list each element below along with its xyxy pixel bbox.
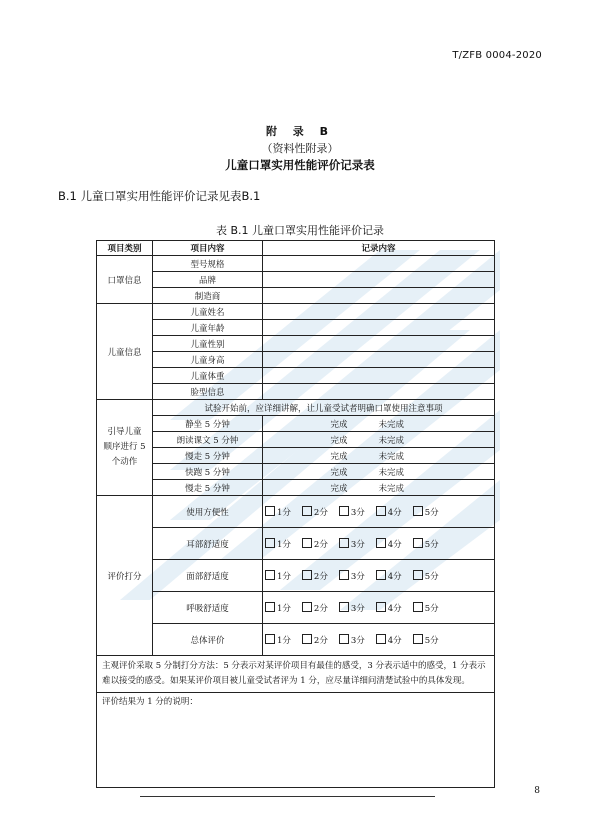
table-row: [97, 592, 495, 624]
table-row: [97, 304, 495, 320]
item-cell: 呼吸舒适度: [153, 592, 263, 624]
header-record: 记录内容: [263, 241, 495, 256]
category-cell: 评价打分: [97, 496, 153, 656]
status-cell[interactable]: [263, 416, 495, 432]
category-cell: 儿童信息: [97, 304, 153, 400]
item-cell: 儿童年龄: [153, 320, 263, 336]
item-cell: 儿童体重: [153, 368, 263, 384]
score-option[interactable]: 3分: [339, 570, 365, 582]
table-row: [97, 320, 495, 336]
table-row: [97, 624, 495, 656]
score-cell: [263, 528, 495, 560]
checkbox-icon[interactable]: [265, 538, 275, 548]
score-cell: [263, 624, 495, 656]
checkbox-icon[interactable]: [302, 570, 312, 580]
appendix-subtitle: （资料性附录）: [261, 142, 339, 155]
table-row: [97, 464, 495, 480]
not-done-option[interactable]: 未完成: [378, 435, 405, 446]
appendix-name: 儿童口罩实用性能评价记录表: [225, 158, 375, 172]
table-row: [97, 400, 495, 416]
score-cell: [263, 592, 495, 624]
checkbox-icon[interactable]: [339, 538, 349, 548]
checkbox-icon[interactable]: [339, 602, 349, 612]
checkbox-icon[interactable]: [376, 634, 386, 644]
score-option[interactable]: 5分: [413, 602, 439, 614]
category-cell: [97, 400, 153, 496]
table-row: [97, 272, 495, 288]
score-option[interactable]: 4分: [376, 506, 402, 518]
checkbox-icon[interactable]: [413, 538, 423, 548]
page-number: 8: [534, 786, 540, 796]
score-option[interactable]: 5分: [413, 538, 439, 550]
score-cell: [263, 560, 495, 592]
table-row: [97, 352, 495, 368]
table-header-row: [97, 241, 495, 256]
score-option[interactable]: 4分: [376, 602, 402, 614]
score-option[interactable]: 4分: [376, 634, 402, 646]
done-option[interactable]: 完成: [330, 483, 348, 494]
table-row: [97, 693, 495, 788]
item-cell: 品牌: [153, 272, 263, 288]
record-cell[interactable]: [263, 384, 495, 400]
category-cell: 口罩信息: [97, 256, 153, 304]
score-option[interactable]: 1分: [265, 538, 291, 550]
checkbox-icon[interactable]: [376, 506, 386, 516]
checkbox-icon[interactable]: [302, 506, 312, 516]
item-cell: 耳部舒适度: [153, 528, 263, 560]
score-option[interactable]: 3分: [339, 634, 365, 646]
item-cell: 慢走 5 分钟: [153, 448, 263, 464]
table-row: [97, 656, 495, 693]
checkbox-icon[interactable]: [302, 538, 312, 548]
section-heading: B.1 儿童口罩实用性能评价记录见表B.1: [58, 189, 261, 203]
record-cell[interactable]: [263, 304, 495, 320]
checkbox-icon[interactable]: [265, 602, 275, 612]
record-cell[interactable]: [263, 272, 495, 288]
record-cell[interactable]: [263, 256, 495, 272]
score-option[interactable]: 3分: [339, 506, 365, 518]
header-content: 项目内容: [153, 241, 263, 256]
score-option[interactable]: 5分: [413, 506, 439, 518]
header-category: 项目类别: [97, 241, 153, 256]
item-cell: 制造商: [153, 288, 263, 304]
checkbox-icon[interactable]: [265, 634, 275, 644]
checkbox-icon[interactable]: [413, 570, 423, 580]
item-cell: 朗读课文 5 分钟: [153, 432, 263, 448]
item-cell: 使用方便性: [153, 496, 263, 528]
status-cell[interactable]: [263, 432, 495, 448]
record-cell[interactable]: [263, 336, 495, 352]
item-cell: 儿童姓名: [153, 304, 263, 320]
status-cell[interactable]: [263, 448, 495, 464]
appendix-title: 附 录 B: [265, 125, 335, 138]
action-category-line: 顺序进行 5: [103, 442, 146, 452]
done-option[interactable]: 完成: [330, 419, 348, 430]
score-option[interactable]: 2分: [302, 570, 328, 582]
done-option[interactable]: 完成: [330, 435, 348, 446]
status-cell[interactable]: [263, 464, 495, 480]
score-option[interactable]: 3分: [339, 538, 365, 550]
checkbox-icon[interactable]: [376, 602, 386, 612]
standard-number: T/ZFB 0004-2020: [452, 50, 542, 61]
table-row: [97, 560, 495, 592]
checkbox-icon[interactable]: [339, 634, 349, 644]
done-option[interactable]: 完成: [330, 451, 348, 462]
record-cell[interactable]: [263, 352, 495, 368]
status-cell[interactable]: [263, 480, 495, 496]
score-option[interactable]: 3分: [339, 602, 365, 614]
score-option[interactable]: 2分: [302, 602, 328, 614]
table-row: [97, 288, 495, 304]
record-cell[interactable]: [263, 368, 495, 384]
item-cell: 儿童性别: [153, 336, 263, 352]
checkbox-icon[interactable]: [302, 602, 312, 612]
score-option[interactable]: 2分: [302, 506, 328, 518]
explanation-cell[interactable]: [97, 693, 495, 788]
checkbox-icon[interactable]: [302, 634, 312, 644]
checkbox-icon[interactable]: [376, 538, 386, 548]
table-row: [97, 384, 495, 400]
score-option[interactable]: 2分: [302, 634, 328, 646]
checkbox-icon[interactable]: [413, 506, 423, 516]
score-option[interactable]: 2分: [302, 538, 328, 550]
record-cell[interactable]: [263, 288, 495, 304]
record-table: [96, 240, 495, 788]
score-option[interactable]: 1分: [265, 602, 291, 614]
not-done-option[interactable]: 未完成: [378, 483, 405, 494]
checkbox-icon[interactable]: [339, 506, 349, 516]
item-cell: 面部舒适度: [153, 560, 263, 592]
item-cell: 儿童身高: [153, 352, 263, 368]
not-done-option[interactable]: 未完成: [378, 451, 405, 462]
score-option[interactable]: 1分: [265, 634, 291, 646]
item-cell: 慢走 5 分钟: [153, 480, 263, 496]
checkbox-icon[interactable]: [339, 570, 349, 580]
not-done-option[interactable]: 未完成: [378, 467, 405, 478]
score-option[interactable]: 1分: [265, 506, 291, 518]
table-row: [97, 368, 495, 384]
table-row: [97, 336, 495, 352]
instruction-cell: 试验开始前，应详细讲解，让儿童受试者明确口罩使用注意事项: [153, 400, 495, 416]
footer-rule: [140, 796, 435, 797]
checkbox-icon[interactable]: [413, 634, 423, 644]
score-cell: [263, 496, 495, 528]
score-option[interactable]: 5分: [413, 634, 439, 646]
item-cell: 脸型信息: [153, 384, 263, 400]
checkbox-icon[interactable]: [265, 506, 275, 516]
table-row: [97, 528, 495, 560]
item-cell: 快跑 5 分钟: [153, 464, 263, 480]
item-cell: 静坐 5 分钟: [153, 416, 263, 432]
not-done-option[interactable]: 未完成: [378, 419, 405, 430]
item-cell: 型号规格: [153, 256, 263, 272]
score-option[interactable]: 1分: [265, 570, 291, 582]
explanation-label: 评价结果为 1 分的说明：: [102, 697, 198, 707]
score-option[interactable]: 5分: [413, 570, 439, 582]
action-category-line: 个动作: [111, 457, 138, 467]
score-option[interactable]: 4分: [376, 570, 402, 582]
table-row: [97, 496, 495, 528]
record-cell[interactable]: [263, 320, 495, 336]
table-caption: 表 B.1 儿童口罩实用性能评价记录: [215, 224, 385, 237]
checkbox-icon[interactable]: [376, 570, 386, 580]
table-row: [97, 432, 495, 448]
item-cell: 总体评价: [153, 624, 263, 656]
done-option[interactable]: 完成: [330, 467, 348, 478]
checkbox-icon[interactable]: [265, 570, 275, 580]
action-category-line: 引导儿童: [107, 427, 142, 437]
score-option[interactable]: 4分: [376, 538, 402, 550]
table-row: [97, 480, 495, 496]
appendix-heading: [0, 123, 600, 174]
rating-note: 主观评价采取 5 分制打分方法：5 分表示对某评价项目有最佳的感受，3 分表示适中的感受，1 分表示难以接受的感受。如果某评价项目被儿童受试者评为 1 分，应尽量详细问清楚试验中的具体发现。: [97, 656, 495, 693]
table-row: [97, 416, 495, 432]
table-row: [97, 256, 495, 272]
table-row: [97, 448, 495, 464]
checkbox-icon[interactable]: [413, 602, 423, 612]
